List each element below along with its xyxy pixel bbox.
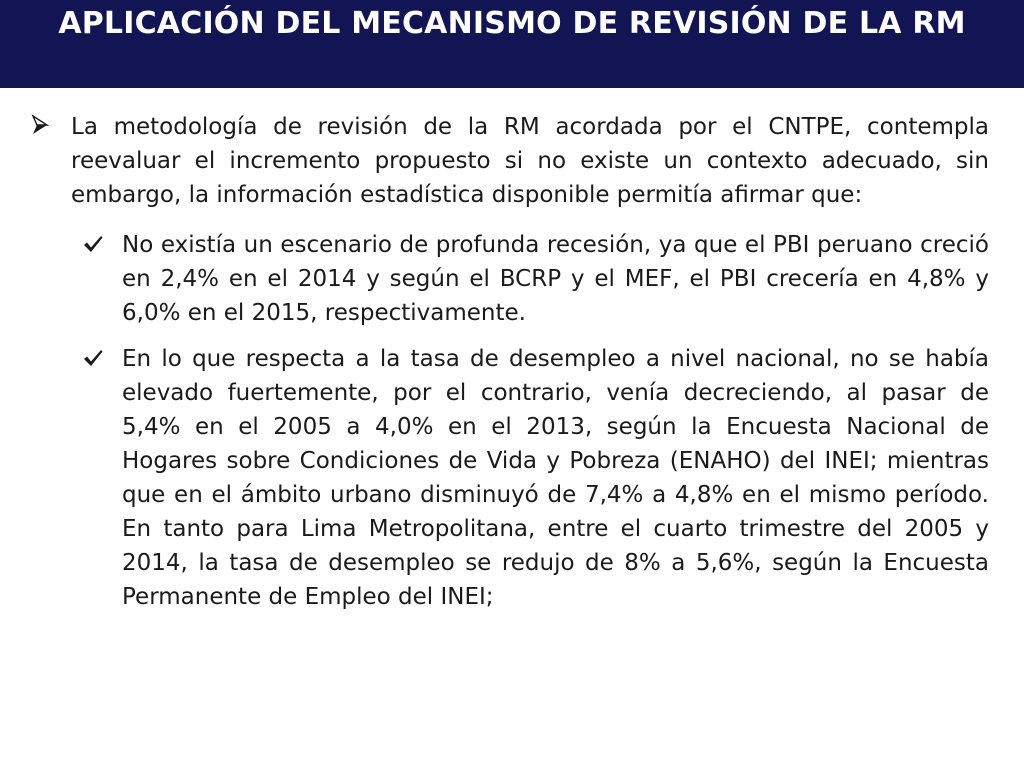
sub-bullet-1 (122, 228, 989, 330)
arrow-bullet-icon (30, 114, 50, 136)
sub-bullet-2 (122, 342, 989, 614)
slide-content (0, 110, 1024, 614)
slide-title: APLICACIÓN DEL MECANISMO DE REVISIÓN DE LA RM (58, 6, 966, 41)
sub-bullet-1-text: No existía un escenario de profunda recesión, ya que el PBI peruano creció en 2,4% en el 2014 y según el BCRP y el MEF, el PBI crecería en 4,8% y 6,0% en el 2015, respectivamente. (122, 232, 989, 326)
main-bullet (71, 110, 989, 212)
checkmark-icon (82, 233, 104, 255)
sub-bullet-2-text: En lo que respecta a la tasa de desempleo a nivel nacional, no se había elevado fuertemente, por el contrario, venía decreciendo, al pasar de 5,4% en el 2005 a 4,0% en el 2013, según la Encuesta Nacional de Hogares sobre Condiciones de Vida y Pobreza (ENAHO) del INEI; mientras que en el ámbito urbano disminuyó de 7,4% a 4,8% en el mismo período. En tanto para Lima Metropolitana, entre el cuarto trimestre del 2005 y 2014, la tasa de desempleo se redujo de 8% a 5,6%, según la Encuesta Permanente de Empleo del INEI; (122, 346, 989, 610)
main-bullet-text: La metodología de revisión de la RM acordada por el CNTPE, contempla reevaluar el incremento propuesto si no existe un contexto adecuado, sin embargo, la información estadística disponible permitía afirmar que: (71, 114, 989, 208)
title-bar (0, 0, 1024, 88)
checkmark-icon (82, 347, 104, 369)
